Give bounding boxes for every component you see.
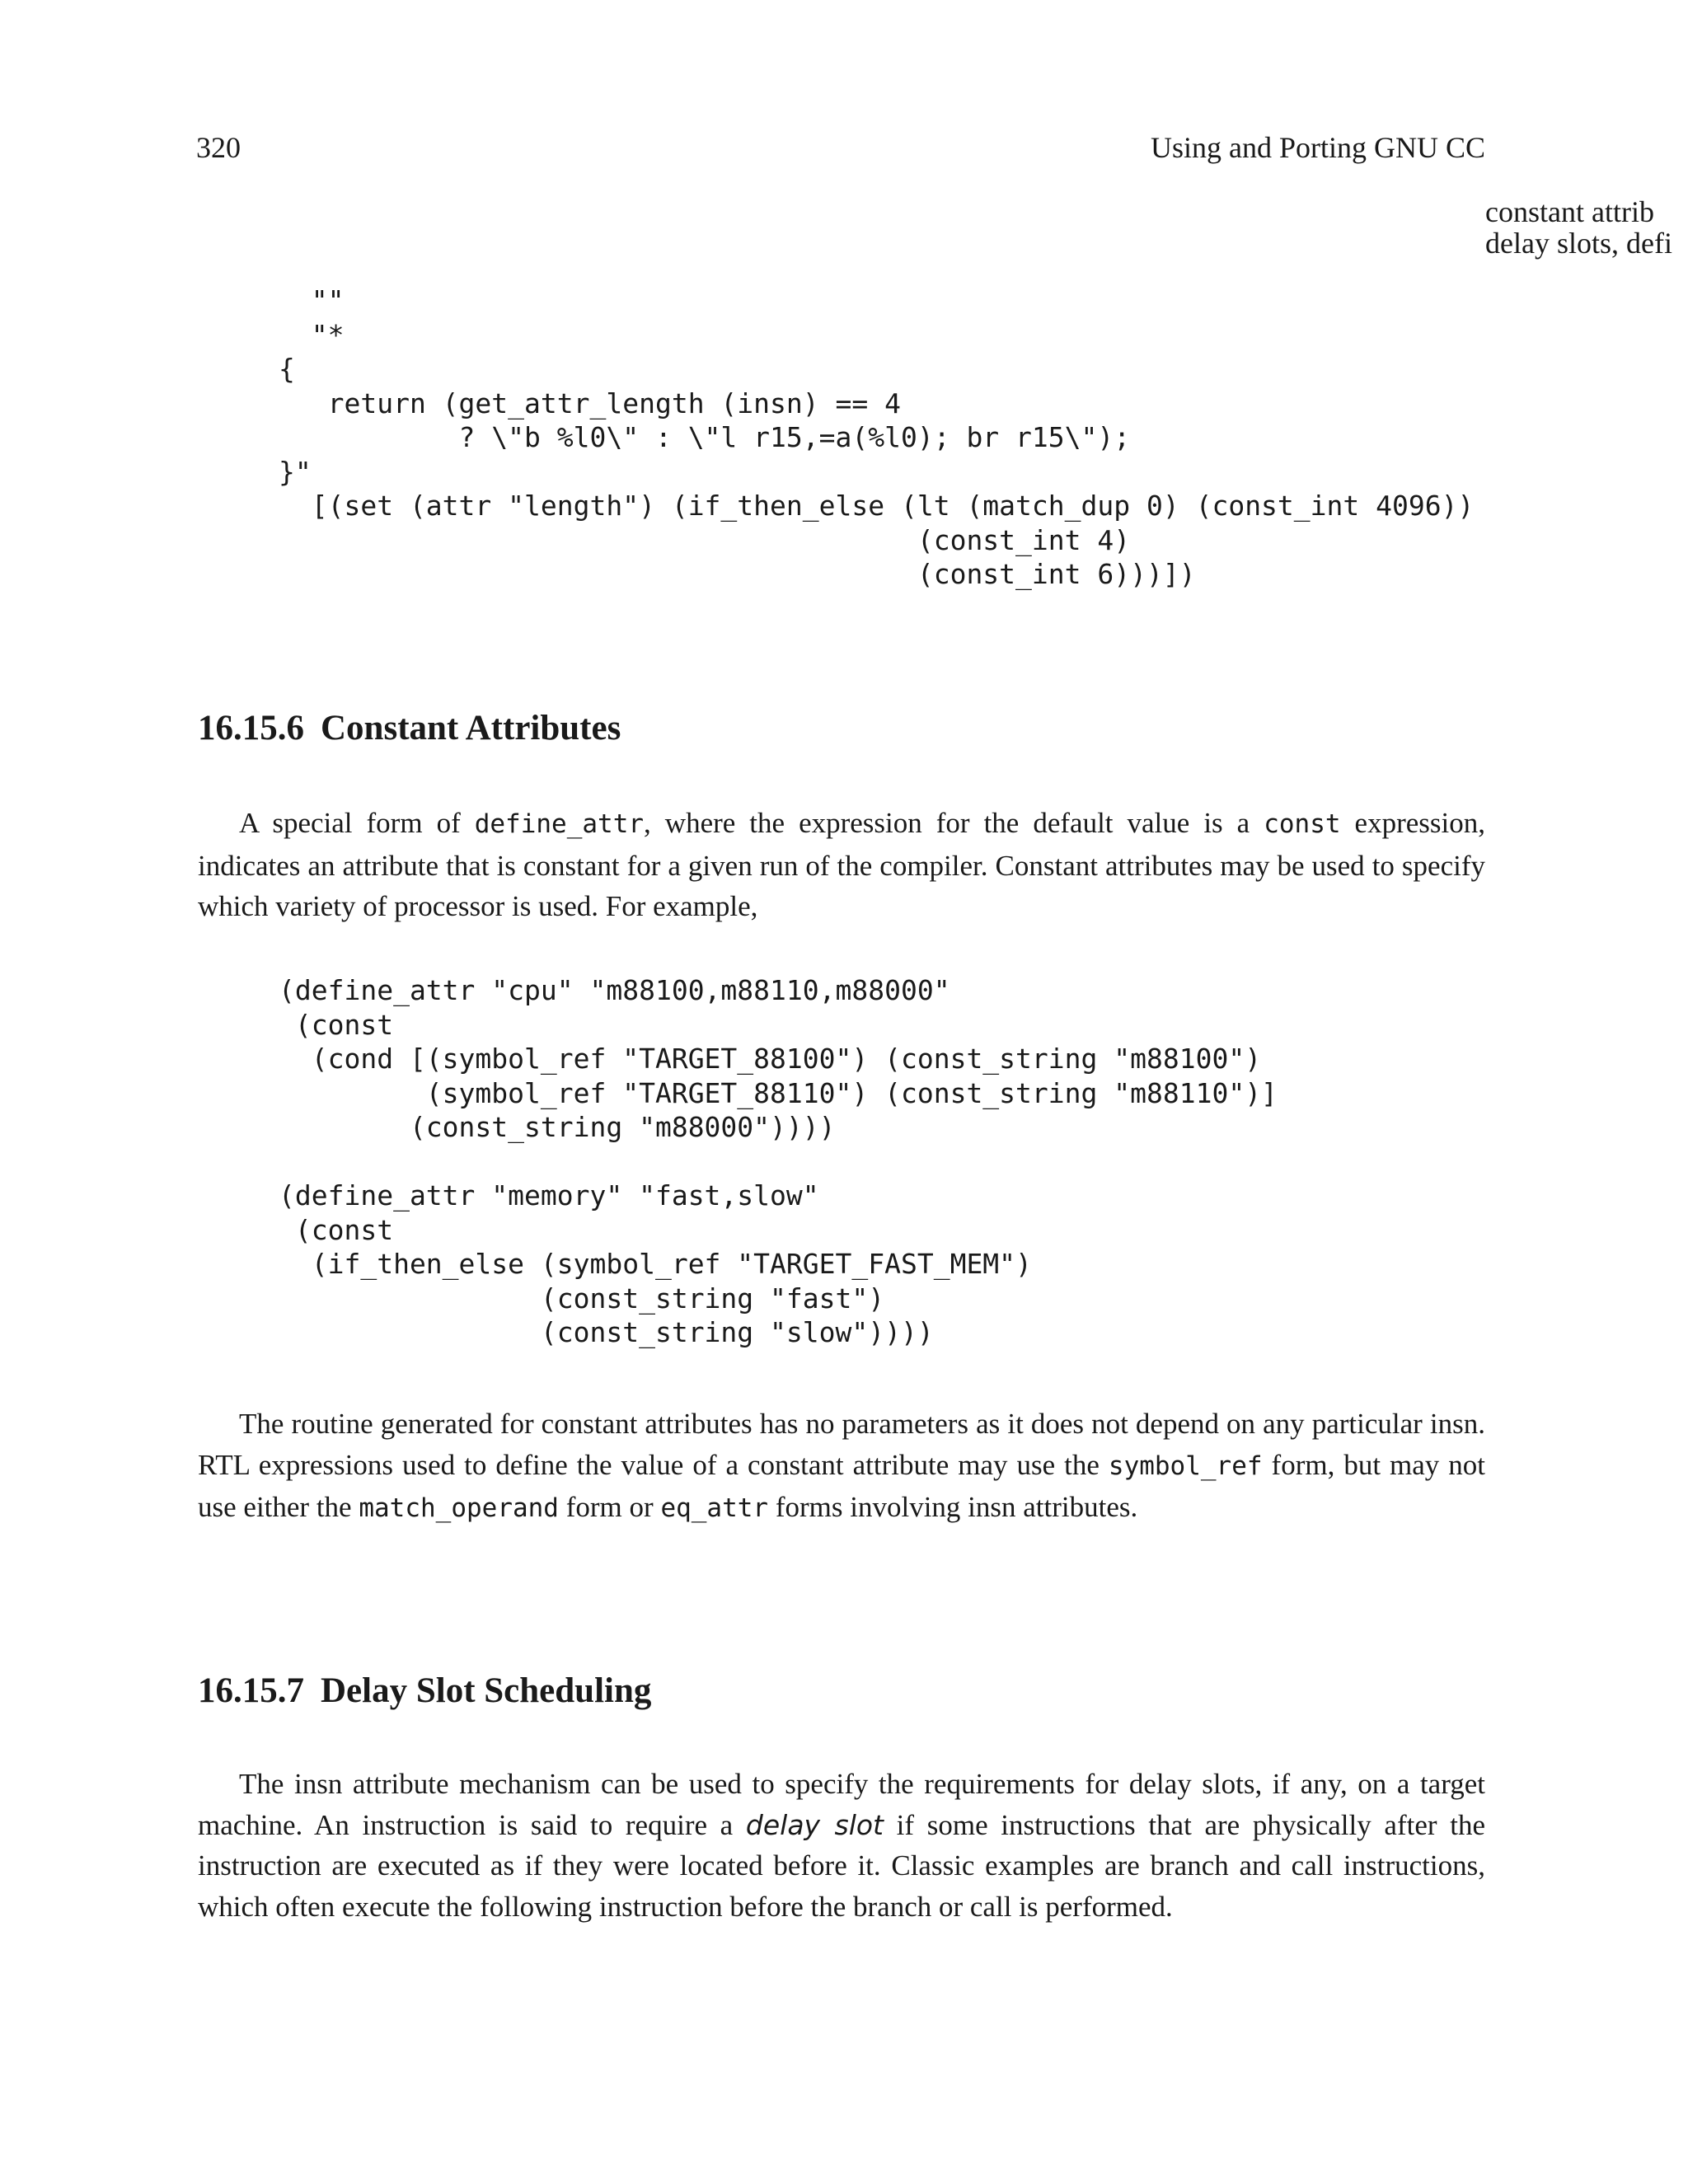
text-run: A special form of [239,807,475,839]
inline-code: eq_attr [660,1493,769,1523]
text-run: The routine generated for constant attributes has no parameters as it does not depend on any particular insn. RTL expressions used to define the value of a constant attribute may use the [198,1408,1485,1481]
text-run: forms involving insn attributes. [768,1491,1138,1523]
section-title: Constant Attributes [321,709,621,748]
margin-index-note [1485,196,1672,259]
inline-code: const [1264,809,1341,839]
text-run: , where the expression for the default value is a [644,807,1264,839]
text-run: if some instructions that are physically after the instruction are executed as if they were located before it. Classic examples are branch and call instructions, which often execute the following instruction before the branch or call is performed. [198,1808,1485,1923]
margin-note-line: constant attrib [1485,195,1654,228]
inline-code: match_operand [359,1493,559,1523]
paragraph-constant-attribute-routine [198,1404,1485,1530]
code-block-define-attr-examples: (define_attr "cpu" "m88100,m88110,m88000" (const (cond [(symbol_ref "TARGET_88100") (const_string "m88100") (symbol_ref "TARGET_88110") (const_string "m88110")] (const_string "m88000")))) (define_attr "memory" "fast,slow" (const (if_then_else (symbol_ref "TARGET_FAST_MEM") (const_string "fast") (const_string "slow")))) [279,974,1278,1348]
text-run: The insn attribute mechanism can be used to specify the requirements for delay slots, if any, on a target machine. An instruction is said to require a [198,1768,1485,1841]
paragraph-constant-attributes [198,803,1485,927]
section-heading-constant-attributes [198,708,621,749]
inline-code: symbol_ref [1108,1451,1263,1481]
section-number: 16.15.6 [198,709,304,748]
text-run: expression, indicates an attribute that is constant for a given run of the compiler. Constant attributes may be used to specify which variety of processor is used. For example, [198,807,1485,922]
section-number: 16.15.7 [198,1671,304,1710]
inline-code: define_attr [474,809,645,839]
italic-term: delay slot [745,1808,884,1841]
running-header-title: Using and Porting GNU CC [1150,131,1485,164]
text-run: form or [558,1491,661,1523]
paragraph-delay-slot [198,1764,1485,1927]
page-number: 320 [196,131,241,164]
section-heading-delay-slot-scheduling [198,1671,651,1712]
margin-note-line: delay slots, defi [1485,227,1672,260]
code-block-insn-length: "" "* { return (get_attr_length (insn) == 4 ? \"b %l0\" : \"l r15,=a(%l0); br r15\"); }" [(set (attr "length") (if_then_else (lt (match_dup 0) (const_int 4096)) (const_int 4) (const_int 6)))]) [279,284,1475,590]
text-run: form, but may not use either the [198,1448,1486,1523]
section-title: Delay Slot Scheduling [321,1671,652,1710]
